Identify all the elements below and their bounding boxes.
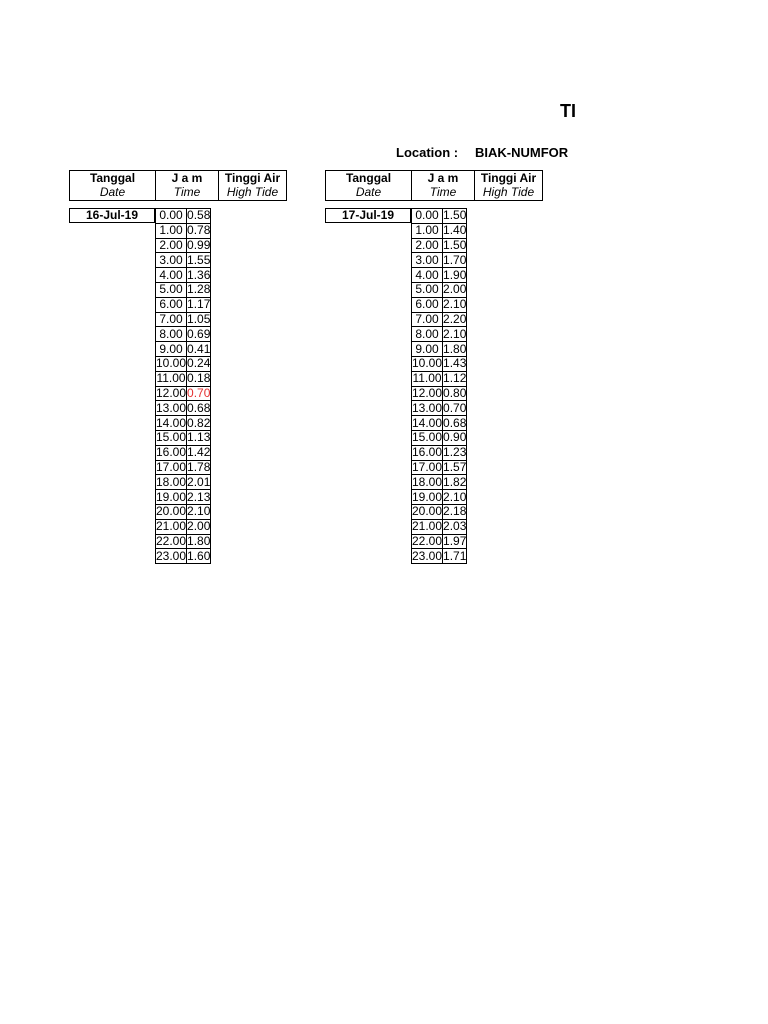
tide-grid-2 (411, 208, 467, 564)
table-row (156, 312, 211, 327)
table-row (412, 371, 467, 386)
location-label: Location : (396, 145, 459, 160)
tide-cell: 2.00 (443, 282, 467, 297)
table-row (156, 268, 211, 283)
table-row (412, 475, 467, 490)
tide-cell: 0.70 (443, 400, 467, 415)
tide-cell: 1.57 (443, 459, 467, 474)
time-cell: 15.00 (412, 430, 443, 445)
tide-grid-1 (155, 208, 211, 564)
header-time: J a m Time (427, 171, 459, 199)
table-row (156, 416, 211, 431)
time-cell: 17.00 (156, 459, 187, 474)
tide-cell: 1.17 (187, 297, 211, 312)
tide-cell: 0.69 (187, 326, 211, 341)
time-cell: 9.00 (156, 342, 187, 357)
time-cell: 22.00 (412, 533, 443, 548)
tide-cell: 1.60 (187, 548, 211, 563)
time-cell: 18.00 (412, 474, 443, 489)
date-cell: 16-Jul-19 (69, 208, 155, 223)
time-cell: 11.00 (412, 371, 442, 386)
time-cell: 14.00 (412, 415, 443, 430)
table-row (412, 342, 467, 357)
header-date: Tanggal Date (89, 171, 136, 199)
time-cell: 19.00 (156, 489, 187, 504)
table-row (412, 209, 467, 224)
time-cell: 20.00 (412, 504, 443, 519)
table-row (156, 223, 211, 238)
time-cell: 4.00 (156, 268, 187, 283)
tide-cell: 0.80 (443, 385, 467, 400)
tide-cell: 0.90 (443, 430, 467, 445)
tide-cell: 2.18 (443, 504, 467, 519)
tide-cell: 2.13 (187, 489, 211, 504)
time-cell: 0.00 (156, 209, 187, 224)
table-row (156, 430, 211, 445)
time-cell: 21.00 (412, 519, 443, 534)
location-line (396, 145, 568, 161)
time-cell: 21.00 (156, 519, 187, 534)
table-row (412, 401, 467, 416)
time-cell: 9.00 (412, 342, 443, 357)
table-header (69, 170, 287, 201)
table-row (156, 238, 211, 253)
time-cell: 15.00 (156, 430, 187, 445)
tide-cell: 0.58 (187, 208, 211, 223)
time-cell: 2.00 (156, 238, 187, 253)
page-title: TI (560, 101, 576, 121)
header-time: J a m Time (171, 171, 203, 199)
tide-cell: 1.82 (443, 474, 467, 489)
table-row (412, 223, 467, 238)
time-cell: 7.00 (156, 312, 187, 327)
table-row (156, 519, 211, 534)
time-cell: 6.00 (412, 297, 443, 312)
tide-cell: 1.36 (187, 267, 211, 282)
location-value: BIAK-NUMFOR (475, 145, 569, 160)
table-row (412, 445, 467, 460)
table-row (412, 460, 467, 475)
time-cell: 1.00 (412, 223, 443, 238)
tide-cell: 0.82 (187, 415, 211, 430)
tide-cell: 1.80 (187, 533, 211, 548)
time-cell: 5.00 (412, 282, 443, 297)
time-cell: 0.00 (412, 209, 443, 224)
table-row (156, 504, 211, 519)
table-row (156, 282, 211, 297)
table-row (412, 430, 467, 445)
tide-cell: 2.10 (443, 489, 467, 504)
table-row (412, 327, 467, 342)
table-row (412, 253, 467, 268)
time-cell: 16.00 (156, 445, 187, 460)
table-row (412, 282, 467, 297)
table-row (156, 475, 211, 490)
tide-cell: 1.28 (187, 282, 211, 297)
tide-cell: 0.18 (187, 371, 211, 386)
time-cell: 8.00 (156, 327, 187, 342)
table-row (412, 238, 467, 253)
table-row (156, 371, 211, 386)
tide-cell: 0.70 (187, 385, 211, 400)
time-cell: 13.00 (412, 400, 443, 415)
time-cell: 11.00 (156, 371, 186, 386)
table-row (412, 356, 467, 371)
tide-cell: 1.13 (187, 430, 211, 445)
tide-cell: 2.01 (187, 474, 211, 489)
tide-cell: 2.03 (443, 519, 467, 534)
time-cell: 20.00 (156, 504, 187, 519)
header-date: Tanggal Date (345, 171, 392, 199)
tide-cell: 1.50 (443, 208, 467, 223)
tide-cell: 1.55 (187, 252, 211, 267)
table-row (412, 268, 467, 283)
tide-cell: 0.78 (187, 223, 211, 238)
table-row (156, 253, 211, 268)
tide-cell: 2.10 (187, 504, 211, 519)
table-row (412, 386, 467, 401)
time-cell: 4.00 (412, 268, 443, 283)
table-header (325, 170, 543, 201)
time-cell: 23.00 (412, 548, 443, 563)
time-cell: 12.00 (156, 385, 187, 400)
tide-cell: 1.78 (187, 459, 211, 474)
time-cell: 8.00 (412, 327, 443, 342)
table-row (412, 519, 467, 534)
table-row (412, 416, 467, 431)
tide-cell: 0.24 (187, 356, 211, 371)
tide-cell: 1.05 (187, 311, 211, 326)
time-cell: 6.00 (156, 297, 187, 312)
time-cell: 13.00 (156, 400, 187, 415)
date-cell: 17-Jul-19 (325, 208, 411, 223)
tide-cell: 1.42 (187, 445, 211, 460)
table-row (412, 549, 467, 564)
time-cell: 3.00 (156, 253, 187, 268)
time-cell: 23.00 (156, 548, 187, 563)
table-row (156, 386, 211, 401)
time-cell: 12.00 (412, 385, 443, 400)
time-cell: 5.00 (156, 282, 187, 297)
table-row (412, 297, 467, 312)
table-row (156, 342, 211, 357)
header-tide: Tinggi Air High Tide (480, 171, 537, 199)
time-cell: 2.00 (412, 238, 443, 253)
table-row (156, 460, 211, 475)
table-row (156, 297, 211, 312)
time-cell: 1.00 (156, 223, 187, 238)
table-row (156, 445, 211, 460)
time-cell: 16.00 (412, 445, 443, 460)
time-cell: 3.00 (412, 253, 443, 268)
tide-cell: 1.43 (443, 356, 467, 371)
tide-cell: 1.12 (443, 371, 467, 386)
table-row (156, 534, 211, 549)
table-row (156, 401, 211, 416)
tide-cell: 1.50 (443, 237, 467, 252)
tide-cell: 1.70 (443, 252, 467, 267)
tide-cell: 2.10 (443, 326, 467, 341)
tide-cell: 0.68 (443, 415, 467, 430)
table-row (156, 490, 211, 505)
tide-cell: 1.90 (443, 267, 467, 282)
time-cell: 10.00 (156, 356, 187, 371)
time-cell: 18.00 (156, 474, 187, 489)
table-row (156, 209, 211, 224)
table-row (412, 490, 467, 505)
table-row (412, 534, 467, 549)
tide-cell: 2.20 (443, 311, 467, 326)
tide-cell: 2.10 (443, 297, 467, 312)
table-row (156, 356, 211, 371)
tide-cell: 2.00 (187, 519, 211, 534)
tide-cell: 1.71 (443, 548, 467, 563)
tide-cell: 0.41 (187, 341, 211, 356)
table-row (156, 549, 211, 564)
time-cell: 14.00 (156, 415, 187, 430)
header-tide: Tinggi Air High Tide (224, 171, 281, 199)
tide-cell: 1.80 (443, 341, 467, 356)
table-row (156, 327, 211, 342)
table-row (412, 312, 467, 327)
table-row (412, 504, 467, 519)
time-cell: 17.00 (412, 459, 443, 474)
tide-cell: 1.40 (443, 223, 467, 238)
tide-cell: 1.23 (443, 445, 467, 460)
time-cell: 10.00 (412, 356, 443, 371)
time-cell: 7.00 (412, 312, 443, 327)
tide-cell: 0.99 (187, 237, 211, 252)
tide-cell: 1.97 (443, 533, 467, 548)
tide-cell: 0.68 (187, 400, 211, 415)
time-cell: 19.00 (412, 489, 443, 504)
time-cell: 22.00 (156, 533, 187, 548)
